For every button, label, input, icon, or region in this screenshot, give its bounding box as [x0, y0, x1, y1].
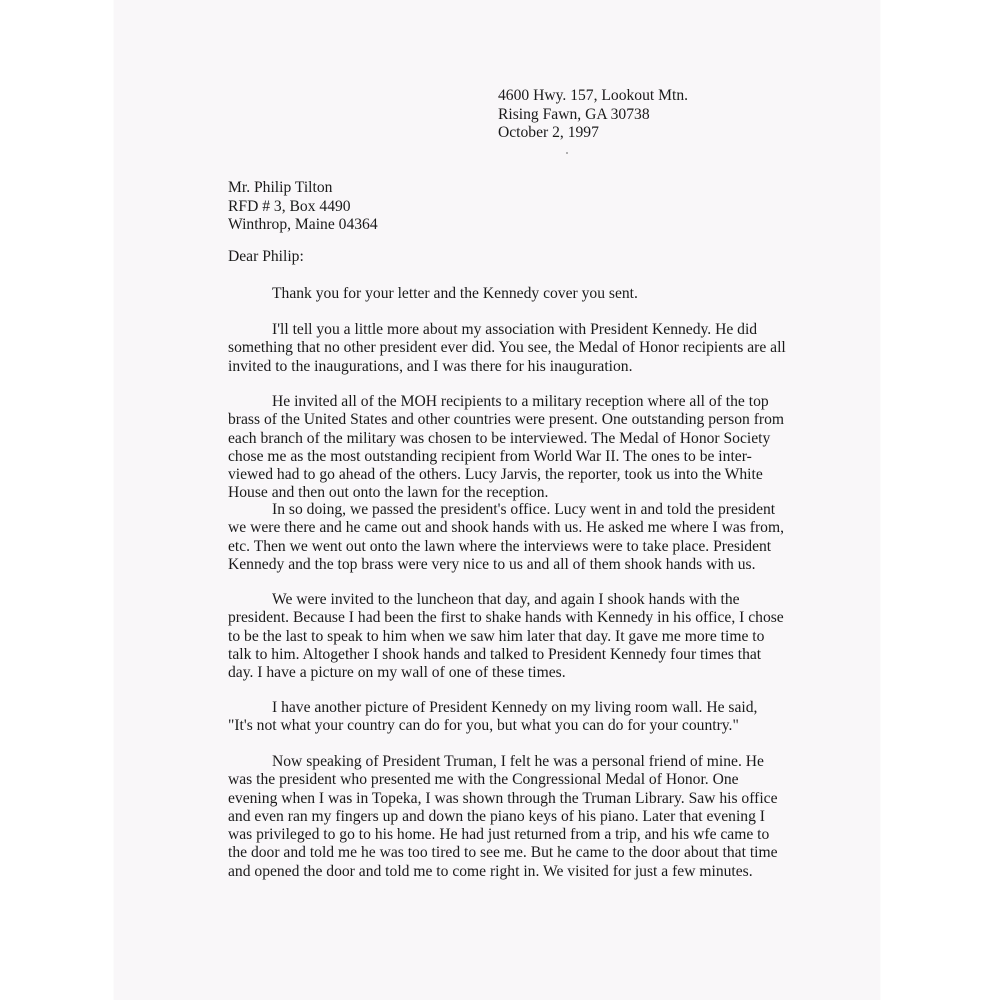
- body-paragraph: [228, 321, 786, 376]
- paragraph-line: In so doing, we passed the president's office. Lucy went in and told the president: [272, 501, 776, 518]
- paragraph-line: talk to him. Altogether I shook hands and talked to President Kennedy four times that: [228, 645, 762, 663]
- paragraph-line: Kennedy and the top brass were very nice to us and all of them shook hands with us.: [228, 555, 756, 573]
- paragraph-line: was privileged to go to his home. He had just returned from a trip, and his wfe came to: [228, 826, 770, 844]
- paragraph-line: each branch of the military was chosen to be interviewed. The Medal of Honor Society: [228, 429, 771, 447]
- body-paragraph: [228, 699, 757, 736]
- paragraph-line: the door and told me he was too tired to see me. But he came to the door about that time: [228, 844, 778, 862]
- paragraph-line: was the president who presented me with the Congressional Medal of Honor. One: [228, 771, 739, 789]
- body-paragraph: [228, 753, 778, 881]
- paragraph-line: brass of the United States and other countries were present. One outstanding person from: [228, 411, 785, 429]
- recipient-address-line: RFD # 3, Box 4490: [228, 197, 351, 215]
- return-address: [498, 87, 688, 143]
- body-paragraph: [228, 393, 784, 503]
- recipient-name: Mr. Philip Tilton: [228, 179, 333, 196]
- paragraph-line: president. Because I had been the first to shake hands with Kennedy in his office, I chose: [228, 609, 784, 627]
- body-paragraph: [228, 501, 784, 574]
- recipient-address: [228, 179, 378, 235]
- paragraph-line: viewed had to go ahead of the others. Lucy Jarvis, the reporter, took us into the White: [228, 466, 763, 484]
- return-address-line: 4600 Hwy. 157, Lookout Mtn.: [498, 87, 689, 104]
- paragraph-line: to be the last to speak to him when we saw him later that day. It gave me more time to: [228, 627, 765, 645]
- paragraph-line: something that no other president ever did. You see, the Medal of Honor recipients are all: [228, 339, 786, 357]
- body-paragraph: [228, 591, 784, 682]
- paragraph-line: House and then out onto the lawn for the reception.: [228, 484, 549, 502]
- paragraph-line: and opened the door and told me to come right in. We visited for just a few minutes.: [228, 862, 753, 880]
- paragraph-line: and even ran my fingers up and down the piano keys of his piano. Later that evening I: [228, 807, 765, 825]
- paragraph-line: We were invited to the luncheon that day, and again I shook hands with the: [272, 591, 740, 608]
- paragraph-line: Thank you for your letter and the Kennedy cover you sent.: [272, 285, 638, 302]
- paragraph-line: I'll tell you a little more about my association with President Kennedy. He did: [272, 321, 758, 338]
- paragraph-line: evening when I was in Topeka, I was shown through the Truman Library. Saw his office: [228, 789, 778, 807]
- letter-date: October 2, 1997: [498, 124, 599, 141]
- paragraph-line: "It's not what your country can do for you, but what you can do for your country.": [228, 717, 739, 735]
- recipient-address-line: Winthrop, Maine 04364: [228, 216, 378, 233]
- paper-speck: [566, 152, 568, 154]
- paragraph-line: invited to the inaugurations, and I was there for his inauguration.: [228, 357, 633, 375]
- paragraph-line: chose me as the most outstanding recipient from World War II. The ones to be inter-: [228, 447, 752, 465]
- paragraph-line: we were there and he came out and shook hands with us. He asked me where I was from,: [228, 519, 784, 537]
- paragraph-line: He invited all of the MOH recipients to a military reception where all of the top: [272, 393, 769, 410]
- return-address-line: Rising Fawn, GA 30738: [498, 105, 650, 123]
- body-paragraph: [228, 285, 638, 303]
- paragraph-line: etc. Then we went out onto the lawn where the interviews were to take place. President: [228, 537, 772, 555]
- salutation: Dear Philip:: [228, 248, 304, 265]
- paragraph-line: I have another picture of President Kennedy on my living room wall. He said,: [272, 699, 758, 716]
- paragraph-line: day. I have a picture on my wall of one of these times.: [228, 664, 566, 682]
- paragraph-line: Now speaking of President Truman, I felt he was a personal friend of mine. He: [272, 753, 764, 770]
